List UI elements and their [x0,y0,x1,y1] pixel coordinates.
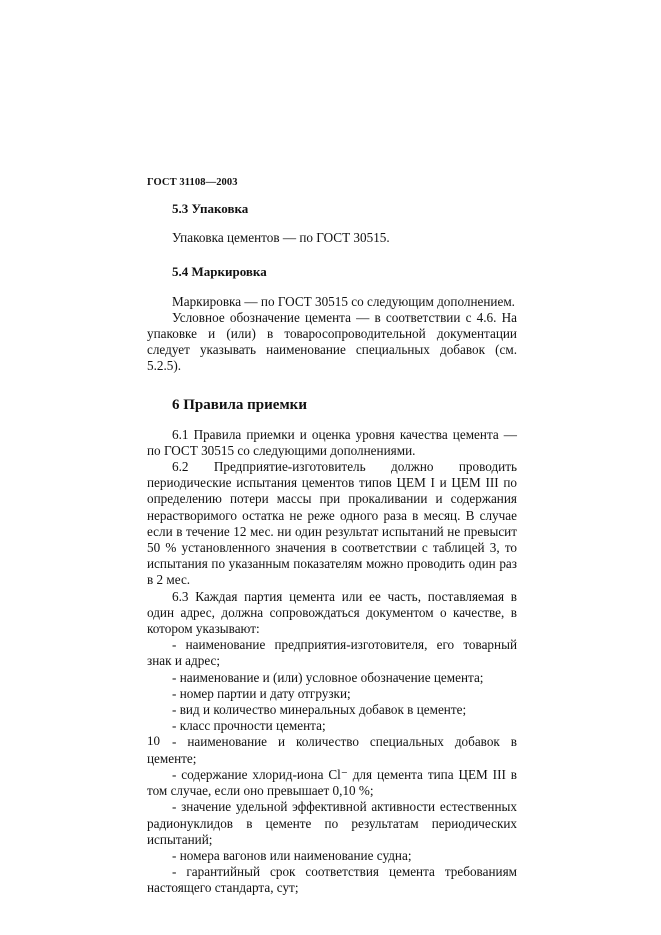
list-item: - номера вагонов или наименование судна; [172,847,412,863]
section-5-3-text: Упаковка цементов — по ГОСТ 30515. [172,230,390,246]
list-item: - наименование и количество специальных добавок в цементе; [147,734,517,766]
list-item: - гарантийный срок соответствия цемента требованиям настоящего стандарта, сут; [147,864,517,896]
paragraph-6-3: 6.3 Каждая партия цемента или ее часть, поставляемая в один адрес, должна сопровождаться документом о качестве, в котором указывают: [147,588,517,637]
section-5-4-paragraph-1: Маркировка — по ГОСТ 30515 со следующим дополнением. [172,293,515,309]
list-item: - номер партии и дату отгрузки; [172,685,351,701]
list-item: - наименование предприятия-изготовителя, его товарный знак и адрес; [147,637,517,669]
list-item: - содержание хлорид-иона Cl⁻ для цемента типа ЦЕМ III в том случае, если оно превышает 0,10 %; [147,766,517,799]
section-5-4-paragraph-2: Условное обозначение цемента — в соответствии с 4.6. На упаковке и (или) в товаросопроводительной документации следует указывать наименование специальных добавок (см. 5.2.5). [147,309,517,374]
list-item: - вид и количество минеральных добавок в цементе; [172,702,467,718]
paragraph-6-2: 6.2 Предприятие-изготовитель должно проводить периодические испытания цементов типов ЦЕМ I и ЦЕМ III по определению потери массы при прокаливании и содержания нерастворимого остатка не реже одного раза в месяц. В случае если в течение 12 мес. ни один результат испытаний не превысит 50 % установленного значения в соответствии с таблицей 3, то испытания по указанным показателям можно проводить один раз в 2 мес. [147,459,517,588]
list-item: - значение удельной эффективной активности естественных радионуклидов в цементе по результатам периодических испытаний; [147,799,517,847]
document-id: ГОСТ 31108—2003 [147,177,238,188]
section-5-4-heading: 5.4 Маркировка [172,264,267,280]
page-number: 10 [147,733,160,748]
list-item: - наименование и (или) условное обозначение цемента; [172,669,484,685]
page-content [147,201,517,897]
paragraph-6-1: 6.1 Правила приемки и оценка уровня качества цемента — по ГОСТ 30515 со следующими дополнениями. [147,426,517,458]
section-6-heading: 6 Правила приемки [172,396,307,413]
section-5-3-heading: 5.3 Упаковка [172,201,249,216]
list-item: - класс прочности цемента; [172,718,326,734]
